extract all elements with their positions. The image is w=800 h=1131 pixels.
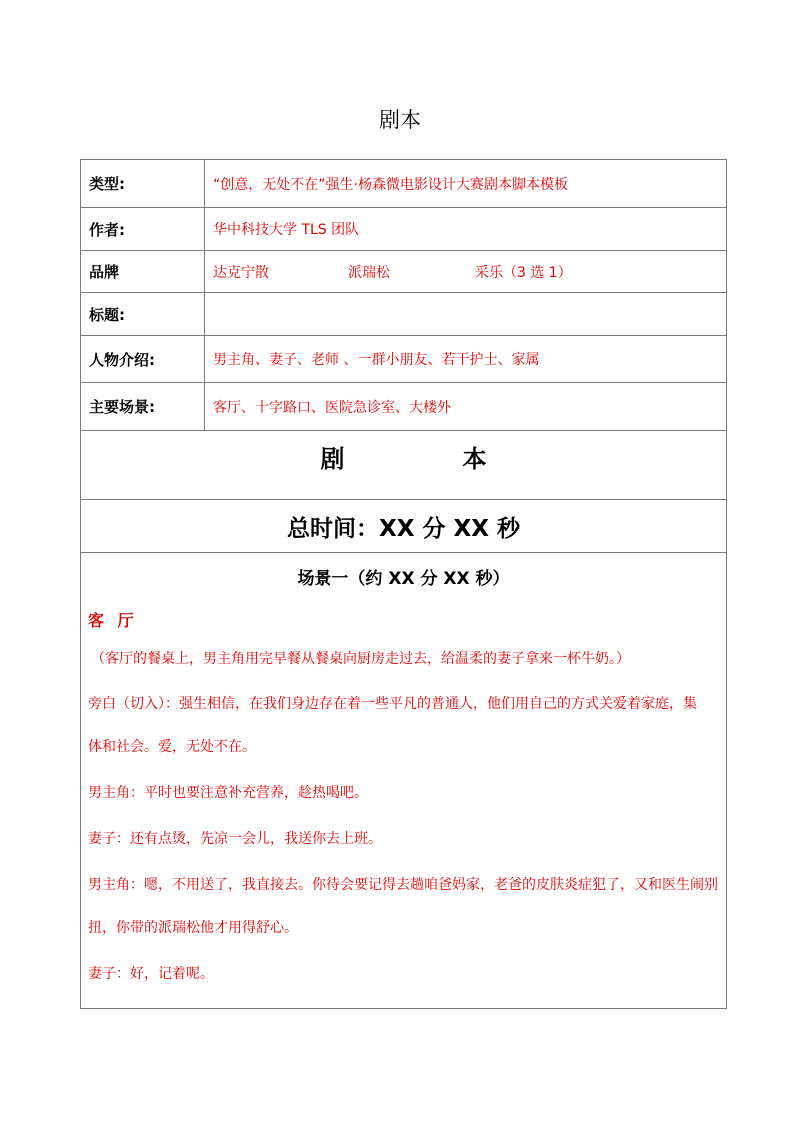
scene-body-row: [81, 553, 727, 1009]
title-value[interactable]: [205, 293, 727, 336]
scene-body: [81, 553, 727, 1009]
script-heading: [81, 431, 727, 500]
dialogue-line-4: 妻子：好，记着呢。: [88, 966, 214, 982]
scene-location: 客 厅: [88, 611, 138, 630]
brand-options: [205, 251, 727, 293]
type-label: 类型:: [81, 160, 205, 208]
narration-line-1: 旁白（切入）：强生相信，在我们身边存在着一些平凡的普通人，他们用自己的方式关爱着家庭，集: [88, 696, 697, 712]
type-row: [81, 160, 727, 208]
narration-line-2: 体和社会。爱，无处不在。: [88, 739, 256, 755]
script-heading-left: 剧: [320, 445, 345, 473]
characters-value: 男主角、妻子、老师 、一群小朋友、若干护士、家属: [205, 336, 727, 383]
script-form-table: [80, 159, 727, 1009]
scenes-value: 客厅、十字路口、医院急诊室、大楼外: [205, 383, 727, 431]
scenes-row: [81, 383, 727, 431]
brand-option-1: 达克宁散: [213, 264, 269, 281]
script-heading-right: 本: [462, 445, 487, 473]
stage-direction: （客厅的餐桌上，男主角用完早餐从餐桌向厨房走过去，给温柔的妻子拿来一杯牛奶。）: [91, 651, 630, 667]
author-value: 华中科技大学 TLS 团队: [205, 208, 727, 251]
scenes-label: 主要场景:: [81, 383, 205, 431]
brand-row: [81, 251, 727, 293]
dialogue-line-3b: 扭，你带的派瑞松他才用得舒心。: [88, 920, 298, 936]
title-label: 标题:: [81, 293, 205, 336]
brand-option-2: 派瑞松: [348, 264, 390, 281]
title-row: [81, 293, 727, 336]
script-heading-row: [81, 431, 727, 500]
author-label: 作者:: [81, 208, 205, 251]
characters-row: [81, 336, 727, 383]
characters-label: 人物介绍:: [81, 336, 205, 383]
author-row: [81, 208, 727, 251]
dialogue-line-1: 男主角：平时也要注意补充营养，趁热喝吧。: [88, 785, 368, 801]
total-time-row: [81, 500, 727, 553]
brand-option-3: 采乐（3 选 1）: [475, 264, 572, 281]
document-title: 剧本: [379, 108, 421, 132]
dialogue-line-3a: 男主角：嗯，不用送了，我直接去。你待会要记得去趟咱爸妈家，老爸的皮肤炎症犯了，又和医生闹别: [88, 877, 718, 893]
dialogue-line-2: 妻子：还有点烫，先凉一会儿，我送你去上班。: [88, 831, 382, 847]
type-value: “创意，无处不在”强生·杨森微电影设计大赛剧本脚本模板: [205, 160, 727, 208]
total-time: 总时间：XX 分 XX 秒: [81, 500, 727, 553]
brand-label: 品牌: [81, 251, 205, 293]
scene-title: 场景一（约 XX 分 XX 秒）: [297, 569, 510, 589]
